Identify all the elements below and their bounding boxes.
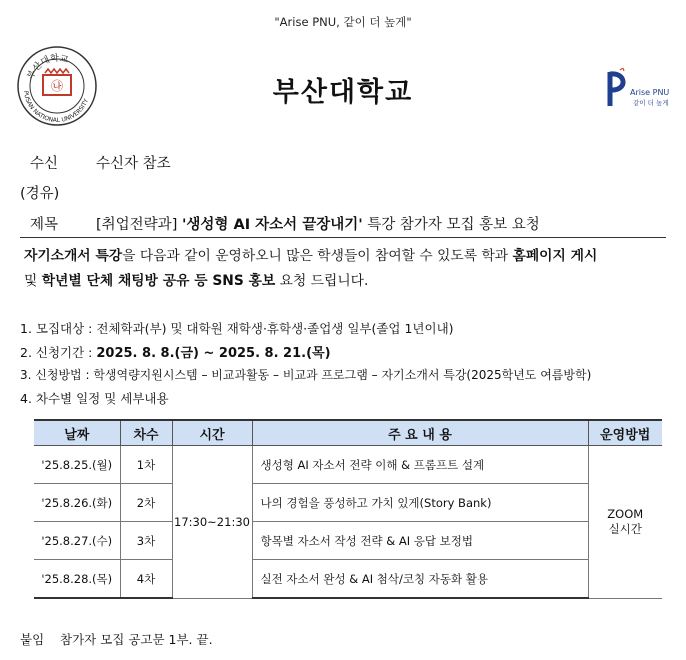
table-row	[34, 484, 662, 522]
row-content: 나의 경험을 풍성하고 가치 있게(Story Bank)	[252, 484, 588, 522]
slogan: "Arise PNU, 같이 더 높게"	[274, 15, 412, 29]
recipient-label: 수신	[30, 156, 59, 172]
body-bold-2: 홈페이지 게시	[512, 248, 598, 264]
seal-top-text: 부산대학교	[26, 53, 70, 81]
subject-bold: '생성형 AI 자소서 끝장내기'	[181, 217, 363, 233]
header-time: 시간	[172, 420, 252, 446]
row-content: 실전 자소서 완성 & AI 첨삭/코칭 자동화 활용	[252, 560, 588, 599]
recipient-row	[30, 152, 171, 173]
item-schedule: 4. 차수별 일정 및 세부내용	[20, 391, 169, 406]
table-row	[34, 522, 662, 560]
subject-row	[30, 213, 540, 234]
body-bold-3: 학년별 단체 채팅방 공유 등 SNS 홍보	[41, 273, 276, 289]
row-round: 3차	[120, 522, 172, 560]
seal-center-glyph: ㉯	[50, 79, 64, 93]
item-period: 2. 신청기간 : 2025. 8. 8.(금) ~ 2025. 8. 21.(목)	[20, 345, 331, 361]
table-header-row	[34, 420, 662, 446]
body-text-2: 및	[24, 273, 42, 289]
schedule-table	[34, 419, 662, 599]
arise-p-icon	[604, 68, 628, 108]
subject-prefix: [취업전략과]	[96, 217, 182, 233]
table-row	[34, 446, 662, 484]
via-row: (경유)	[20, 186, 60, 202]
row-content: 생성형 AI 자소서 전략 이해 & 프롬프트 설계	[252, 446, 588, 484]
body-text-1: 을 다음과 같이 운영하오니 많은 학생들이 참여할 수 있도록 학과	[122, 248, 513, 264]
attachment-value: 참가자 모집 공고문 1부. 끝.	[60, 632, 213, 647]
row-date: '25.8.28.(목)	[34, 560, 120, 599]
divider	[20, 237, 666, 238]
row-round: 1차	[120, 446, 172, 484]
body-paragraph	[24, 244, 676, 294]
body-bold-1: 자기소개서 특강	[24, 248, 123, 264]
period-value: 2025. 8. 8.(금) ~ 2025. 8. 21.(목)	[96, 346, 331, 361]
arise-pnu-logo	[604, 68, 684, 112]
row-date: '25.8.25.(월)	[34, 446, 120, 484]
header-date: 날짜	[34, 420, 120, 446]
attachment-label: 붙임	[20, 632, 45, 647]
recipient-value: 수신자 참조	[96, 156, 171, 172]
subject-label: 제목	[30, 217, 59, 233]
item-target: 1. 모집대상 : 전체학과(부) 및 대학원 재학생·휴학생·졸업생 일부(졸업 1년이내)	[20, 321, 454, 336]
subject-suffix: 특강 참가자 모집 홍보 요청	[362, 217, 540, 233]
table-row	[34, 560, 662, 599]
row-date: '25.8.27.(수)	[34, 522, 120, 560]
method-line2: 실시간	[608, 521, 642, 536]
header-method: 운영방법	[588, 420, 662, 446]
row-round: 2차	[120, 484, 172, 522]
row-content: 항목별 자소서 작성 전략 & AI 응답 보정법	[252, 522, 588, 560]
logo-line1: Arise PNU	[630, 88, 670, 97]
method-line1: ZOOM	[607, 506, 644, 521]
institution-title: 부산대학교	[272, 77, 414, 108]
attachment-row	[20, 630, 213, 648]
row-round: 4차	[120, 560, 172, 599]
body-text-3: 요청 드립니다.	[275, 273, 369, 289]
time-cell: 17:30~21:30	[172, 446, 252, 599]
item-method: 3. 신청방법 : 학생역량지원시스템 – 비교과활동 – 비교과 프로그램 – 자기소개서 특강(2025학년도 여름방학)	[20, 368, 592, 382]
seal-side-text: PUSAN NATIONAL UNIVERSITY	[22, 90, 91, 125]
header-round: 차수	[120, 420, 172, 446]
logo-line2: 같이 더 높게	[633, 99, 669, 107]
row-date: '25.8.26.(화)	[34, 484, 120, 522]
header-content: 주 요 내 용	[252, 420, 588, 446]
method-cell	[588, 446, 662, 599]
